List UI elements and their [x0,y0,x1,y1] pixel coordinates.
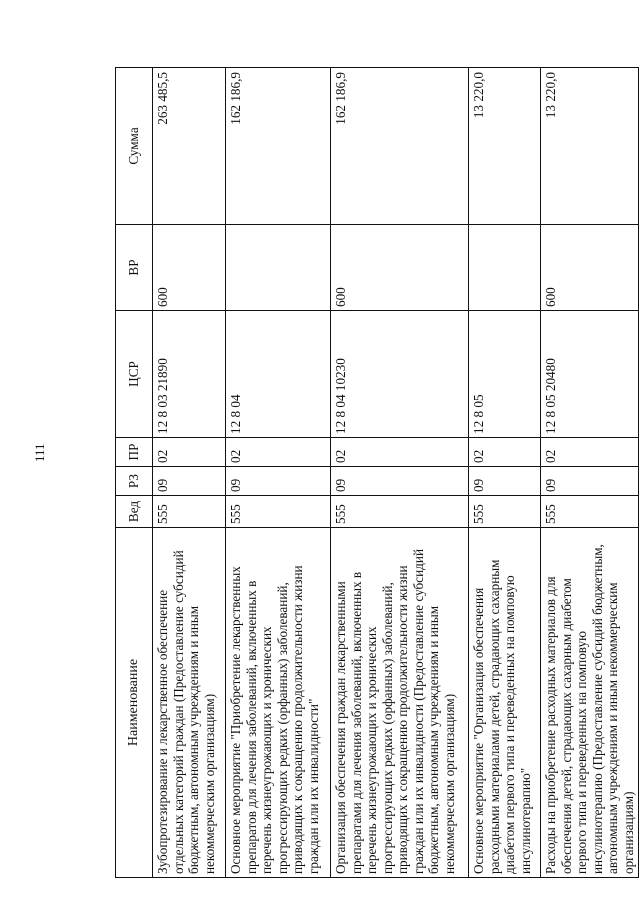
cell-name: Зубопротезирование и лекарственное обеспечение отдельных категорий граждан (Предоставление субсидий бюджетным, автономным учреждениям и иным некоммерческим организациям) [153,528,226,878]
cell-csr: 12 8 03 21890 [153,311,226,438]
cell-vr [469,225,541,311]
rotated-page [115,68,636,878]
cell-vr [226,225,331,311]
cell-csr: 12 8 05 [469,311,541,438]
cell-ved: 555 [153,496,226,528]
cell-vr: 600 [153,225,226,311]
cell-rz: 09 [469,467,541,496]
cell-sum: 162 186,9 [226,68,331,225]
cell-name: Основное мероприятие "Организация обеспечения расходными материалами детей, страдающих сахарным диабетом первого типа и переведенных на помповую инсулинотерапию" [469,528,541,878]
table-row [226,68,331,878]
cell-name: Основное мероприятие "Приобретение лекарственных препаратов для лечения заболеваний, включенных в перечень жизнеугрожающих и хронических прогрессирующих редких (орфанных) заболеваний, приводящих к сокращению продолжительности жизни граждан или их инвалидности" [226,528,331,878]
cell-pr: 02 [226,438,331,467]
cell-ved: 555 [541,496,639,528]
cell-name: Организация обеспечения граждан лекарственными препаратами для лечения заболеваний, включенных в перечень жизнеугрожающих и хронических прогрессирующих редких (орфанных) заболеваний, приводящих к сокращению продолжительности жизни граждан или их инвалидности (Предоставление субсидий бюджетным, автономным учреждениям и иным некоммерческим организациям) [331,528,469,878]
cell-pr: 02 [541,438,639,467]
header-name: Наименование [116,528,153,878]
cell-sum: 263 485,5 [153,68,226,225]
cell-csr: 12 8 04 10230 [331,311,469,438]
header-vr: ВР [116,225,153,311]
cell-rz: 09 [331,467,469,496]
cell-rz: 09 [541,467,639,496]
budget-table [115,67,639,878]
cell-csr: 12 8 04 [226,311,331,438]
cell-pr: 02 [153,438,226,467]
cell-rz: 09 [226,467,331,496]
header-ved: Вед [116,496,153,528]
table-row [541,68,639,878]
cell-sum: 13 220,0 [541,68,639,225]
cell-vr: 600 [331,225,469,311]
table-row [331,68,469,878]
table-row [469,68,541,878]
cell-ved: 555 [469,496,541,528]
header-rz: РЗ [116,467,153,496]
header-pr: ПР [116,438,153,467]
cell-sum: 13 220,0 [469,68,541,225]
cell-rz: 09 [153,467,226,496]
header-csr: ЦСР [116,311,153,438]
cell-pr: 02 [469,438,541,467]
header-sum: Сумма [116,68,153,225]
page-number: 111 [32,443,47,462]
table-row [153,68,226,878]
cell-vr: 600 [541,225,639,311]
table-header-row [116,68,153,878]
cell-sum: 162 186,9 [331,68,469,225]
cell-csr: 12 8 05 20480 [541,311,639,438]
cell-name: Расходы на приобретение расходных материалов для обеспечения детей, страдающих сахарным диабетом первого типа и переведенных на помповую инсулинотерапию (Предоставление субсидий бюджетным, автономным учреждениям и иным некоммерческим организациям) [541,528,639,878]
cell-ved: 555 [331,496,469,528]
cell-ved: 555 [226,496,331,528]
cell-pr: 02 [331,438,469,467]
